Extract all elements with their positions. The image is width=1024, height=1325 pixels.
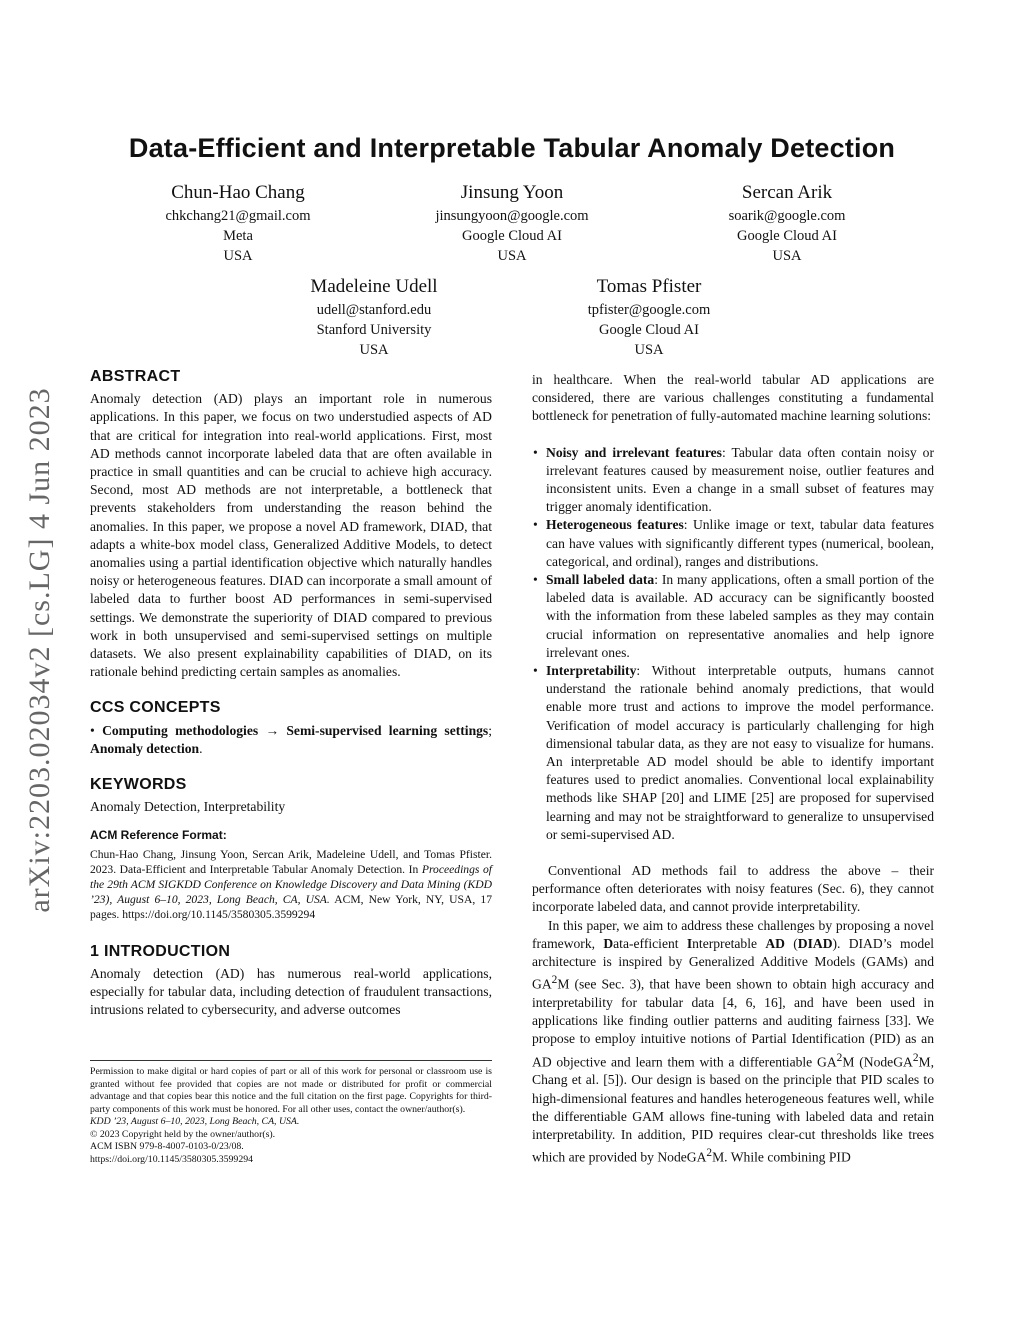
author-name: Jinsung Yoon <box>460 182 564 203</box>
author-org: Google Cloud AI <box>462 228 562 244</box>
paragraph: In this paper, we aim to address these challenges by proposing a novel framework, Data-efficient Interpretable AD (DIAD). DIAD’s model architecture is inspired by Generalized Additive Models (GAMs) and $GA^2M$ (see Sec. 3), that have been shown to obtain high accuracy and interpretability for tabular data [4, 6, 16], and have been used in applications like finding outlier patterns and auditing fairness [33]. We propose to employ intuitive notions of Partial Identification (PID) as an AD objective and learn them with a differentiable $GA^2M$ (NodeGA$^2$M, Chang et al. [5]). Our design is based on the principle that PID scales to high-dimensional features and handles heterogeneous features well, while the differentiable GAM allows fine-tuning with labeled data and retain interpretability. In addition, PID requires clear-cut thresholds like trees which are provided by NodeGA$^2$M. While combining PID <box>532 917 935 1165</box>
keywords-text: Anomaly Detection, Interpretability <box>90 799 286 815</box>
author-block <box>637 180 937 266</box>
ccs-heading: CCS CONCEPTS <box>90 699 221 717</box>
author-email[interactable]: chkchang21@gmail.com <box>165 208 311 224</box>
left-column <box>90 368 492 1020</box>
abstract-heading: ABSTRACT <box>90 368 181 385</box>
author-org: Google Cloud AI <box>599 322 699 338</box>
doi-link[interactable]: https://doi.org/10.1145/3580305.3599294 <box>90 1153 254 1165</box>
author-name: Sercan Arik <box>741 182 833 203</box>
ccs-bullet: • <box>90 722 95 738</box>
keywords-heading: KEYWORDS <box>90 776 187 794</box>
acm-ref-heading: ACM Reference Format: <box>90 828 227 843</box>
author-country: USA <box>634 342 664 358</box>
author-block <box>88 180 388 266</box>
arxiv-sidebar <box>10 360 70 940</box>
author-block <box>362 180 662 266</box>
footnote-block <box>90 1060 492 1166</box>
author-country: USA <box>772 248 802 264</box>
author-org: Meta <box>223 228 253 244</box>
arxiv-id: arXiv:2203.02034v2 [cs.LG] 4 Jun 2023 <box>23 387 56 913</box>
list-item: • Noisy and irrelevant features: Tabular data often contain noisy or irrelevant features caused by measurement noise, outlier features and inconsistent units. Even a change in a small subset of features may trigger anomaly identification. <box>532 444 934 517</box>
author-email[interactable]: tpfister@google.com <box>587 302 711 318</box>
author-name: Madeleine Udell <box>310 276 438 297</box>
paper-title: Data-Efficient and Interpretable Tabular Anomaly Detection <box>128 133 896 163</box>
copyright-line: © 2023 Copyright held by the owner/author(s). <box>90 1128 276 1140</box>
right-column <box>532 371 934 1167</box>
list-item: • Heterogeneous features: Unlike image or text, tabular data features can have values with significantly different types (numerical, boolean, categorical, and ordinal), ranges and distributions. <box>532 516 934 571</box>
author-org: Google Cloud AI <box>737 228 837 244</box>
ccs-term: Computing methodologies <box>102 722 259 738</box>
intro-heading: 1 INTRODUCTION <box>90 942 231 960</box>
author-name: Tomas Pfister <box>596 276 702 297</box>
author-block <box>224 274 524 360</box>
list-item: • Small labeled data: In many applications, often a small portion of the labeled data is available. AD accuracy can be significantly boosted with the information from these labeled samples as they may contain crucial information on representative anomalies and help ignore irrelevant ones. <box>532 571 934 662</box>
intro-continuation: in healthcare. When the real-world tabular AD applications are considered, there are various challenges constituting a fundamental bottleneck for penetration of fully-automated machine learning solutions: <box>532 372 934 424</box>
ccs-arrow: → <box>265 722 280 738</box>
author-country: USA <box>497 248 527 264</box>
ccs-concepts: • Computing methodologies → Semi-supervised learning settings; Anomaly detection. <box>90 722 493 756</box>
ccs-term: Anomaly detection <box>90 740 200 756</box>
conference-line: KDD ’23, August 6–10, 2023, Long Beach, CA, USA. <box>90 1116 300 1127</box>
intro-text: Anomaly detection (AD) has numerous real-world applications, especially for tabular data, including detection of fraudulent transactions, intrusions related to cybersecurity, and adverse outcomes <box>90 965 492 1018</box>
acm-ref-venue: Proceedings of the 29th ACM SIGKDD Conference on Knowledge Discovery and Data Mining (KDD ’23), August 6–10, 2023, Long Beach, CA, USA. <box>90 862 492 907</box>
acm-ref-text: Chun-Hao Chang, Jinsung Yoon, Sercan Arik, Madeleine Udell, and Tomas Pfister. 2023. Data-Efficient and Interpretable Tabular Anomaly Detection. In Proceedings of the 29th ACM SIGKDD Conference on Knowledge Discovery and Data Mining (KDD ’23), August 6–10, 2023, Long Beach, CA, USA. ACM, New York, NY, USA, 17 pages. https://doi.org/10.1145/3580305.3599294 <box>90 847 492 922</box>
isbn-line: ACM ISBN 979-8-4007-0103-0/23/08. <box>90 1141 244 1152</box>
author-country: USA <box>223 248 253 264</box>
abstract-text: Anomaly detection (AD) plays an important role in numerous applications. In this paper, we focus on two understudied aspects of AD that are critical for integration into real-world applications. First, most AD methods cannot incorporate labeled data that are often available in practice in small quantities and can be crucial to achieve high accuracy. Second, most AD methods are not interpretable, a bottleneck that prevents stakeholders from understanding the reason behind the anomalies. In this paper, we propose a novel AD framework, DIAD, that adapts a white-box model class, Generalized Additive Models, to detect anomalies using a partial identification objective which naturally handles noisy or heterogeneous features. DIAD can incorporate a small amount of labeled data to further boost AD performances in semi-supervised settings. We demonstrate the superiority of DIAD compared to previous work in both unsupervised and semi-supervised settings on multiple datasets. We also present explainability capabilities of DIAD, on its rationale behind predicting certain samples as anomalies. <box>90 391 493 680</box>
ccs-term: Semi-supervised learning settings <box>286 722 489 738</box>
author-country: USA <box>359 342 389 358</box>
author-name: Chun-Hao Chang <box>171 182 305 203</box>
author-email[interactable]: soarik@google.com <box>728 208 846 224</box>
paragraph: Conventional AD methods fail to address the above – their performance often deteriorates with noisy features (Sec. 6), they cannot incorporate labeled data, and cannot provide interpretability. <box>532 863 934 915</box>
challenge-list <box>532 444 934 844</box>
footnote-divider <box>90 1060 492 1061</box>
permission-notice: Permission to make digital or hard copies of part or all of this work for personal or classroom use is granted without fee provided that copies are not made or distributed for profit or commercial advantage and that copies bear this notice and the full citation on the first page. Copyrights for third-party components of this work must be honored. For all other uses, contact the owner/author(s). <box>90 1066 492 1115</box>
list-item: • Interpretability: Without interpretable outputs, humans cannot understand the rationale behind anomaly predictions, that would enable more trust and actions to improve the model performance. Verification of model accuracy is particularly challenging for high dimensional tabular data, as they are not easy to visualize for humans. An interpretable AD model should be able to identify important features used to predict anomalies. Conventional local explainability methods like SHAP [20] and LIME [25] are proposed for supervised learning and may not be straightforward to generalize to unsupervised or semi-supervised AD. <box>532 662 934 844</box>
author-block <box>499 274 799 360</box>
author-email[interactable]: jinsungyoon@google.com <box>435 208 589 224</box>
author-org: Stanford University <box>316 322 432 338</box>
author-email[interactable]: udell@stanford.edu <box>316 302 432 318</box>
